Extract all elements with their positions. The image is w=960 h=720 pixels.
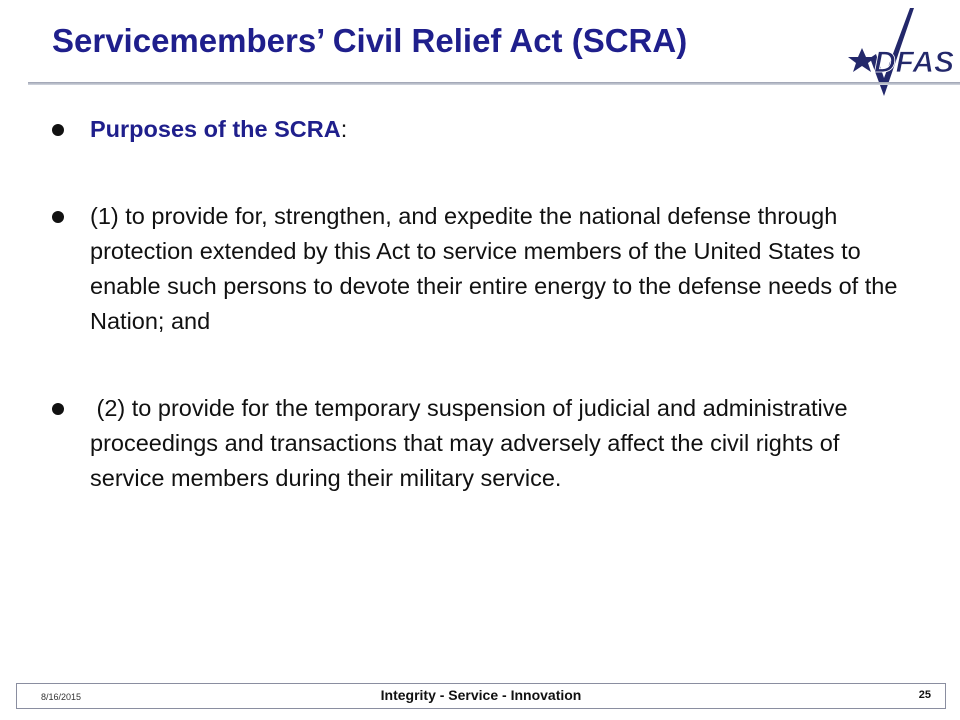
bullet-dot <box>52 403 64 415</box>
bullet-purpose-1 <box>52 199 912 339</box>
bullet-purpose-1-text: (1) to provide for, strengthen, and expedite the national defense through protection extended by this Act to service members of the United States to enable such persons to devote their entire energy to the defense needs of the Nation; and <box>90 203 898 334</box>
bullet-dot <box>52 124 64 136</box>
bullet-dot <box>52 211 64 223</box>
slide-title: Servicemembers’ Civil Relief Act (SCRA) <box>52 22 688 59</box>
footer-page-number: 25 <box>918 689 931 701</box>
bullet-purpose-2 <box>52 391 912 496</box>
footer-tagline: Integrity - Service - Innovation <box>380 687 582 703</box>
slide-footer <box>16 683 946 709</box>
logo-text: DFAS <box>874 46 955 79</box>
footer-date: 8/16/2015 <box>41 692 82 702</box>
bullet-heading-text: Purposes of the SCRA <box>90 116 341 142</box>
bullet-heading <box>52 112 912 147</box>
logo-star <box>848 48 876 72</box>
bullet-purpose-2-text: (2) to provide for the temporary suspension of judicial and administrative proceedings and transactions that may adversely affect the civil rights of service members during their military service. <box>90 395 855 491</box>
bullet-heading-colon: : <box>340 116 348 142</box>
title-divider <box>28 82 960 85</box>
slide-body <box>52 112 912 496</box>
